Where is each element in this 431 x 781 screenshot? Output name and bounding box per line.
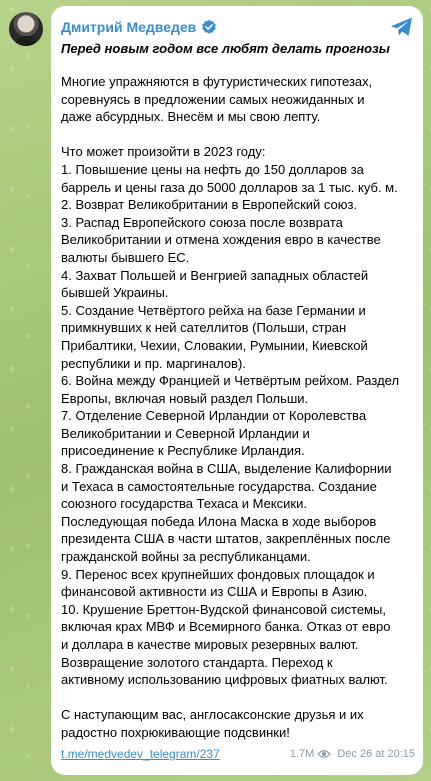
post-title: Перед новым годом все любят делать прогнозы (61, 41, 390, 56)
post-timestamp: Dec 26 at 20:15 (337, 748, 415, 760)
message-footer (61, 747, 415, 761)
eye-icon (317, 749, 331, 759)
verified-check-icon (201, 19, 217, 35)
post-link[interactable]: t.me/medvedev_telegram/237 (61, 747, 220, 761)
message-header (61, 16, 413, 38)
view-count: 1.7M (289, 748, 315, 760)
post-body-text: Многие упражняются в футуристических гипотезах, соревнуясь в предложении самых неожиданных и даже абсурдных. Внесём и мы свою лепту. Что может произойти в 2023 году: 1. Повышение цены на нефть до 150 долларов за баррель и цены газа до 5000 долларов за 1 тыс. куб. м. 2. Возврат Великобритании в Европейский союз. 3. Распад Европейского союза после возврата Великобритании и отмена хождения евро в качестве валюты бывшего ЕС. 4. Захват Польшей и Венгрией западных областей бывшей Украины. 5. Создание Четвёртого рейха на базе Германии и примкнувших к ней сателлитов (Польши, стран Прибалтики, Чехии, Словакии, Румынии, Киевской республики и пр. маргиналов). 6. Война между Францией и Четвёртым рейхом. Раздел Европы, включая новый раздел Польши. 7. Отделение Северной Ирландии от Королевства Великобритании и Северной Ирландии и присоединение к Республике Ирландия. 8. Гражданская война в США, выделение Калифорнии и Техаса в самостоятельные государства. Создание союзного государства Техаса и Мексики. Последующая победа Илона Маска в ходе выборов президента США в части штатов, закреплённых после гражданской войны за республиканцами. 9. Перенос всех крупнейших фондовых площадок и финансовой активности из США и Европы в Азию. 10. Крушение Бреттон-Вудской финансовой системы, включая крах МВФ и Всемирного банка. Отказ от евро и доллара в качестве мировых резервных валют. Возвращение золотого стандарта. Переход к активному использованию цифровых фиатных валют. С наступающим вас, англосаксонские друзья и их радостно похрюкивающие подсвинки! (61, 74, 400, 740)
channel-name[interactable]: Дмитрий Медведев (61, 19, 197, 35)
telegram-plane-icon[interactable] (389, 14, 415, 40)
channel-avatar[interactable] (9, 12, 43, 46)
avatar-figure (15, 36, 37, 46)
message-bubble (51, 6, 423, 775)
